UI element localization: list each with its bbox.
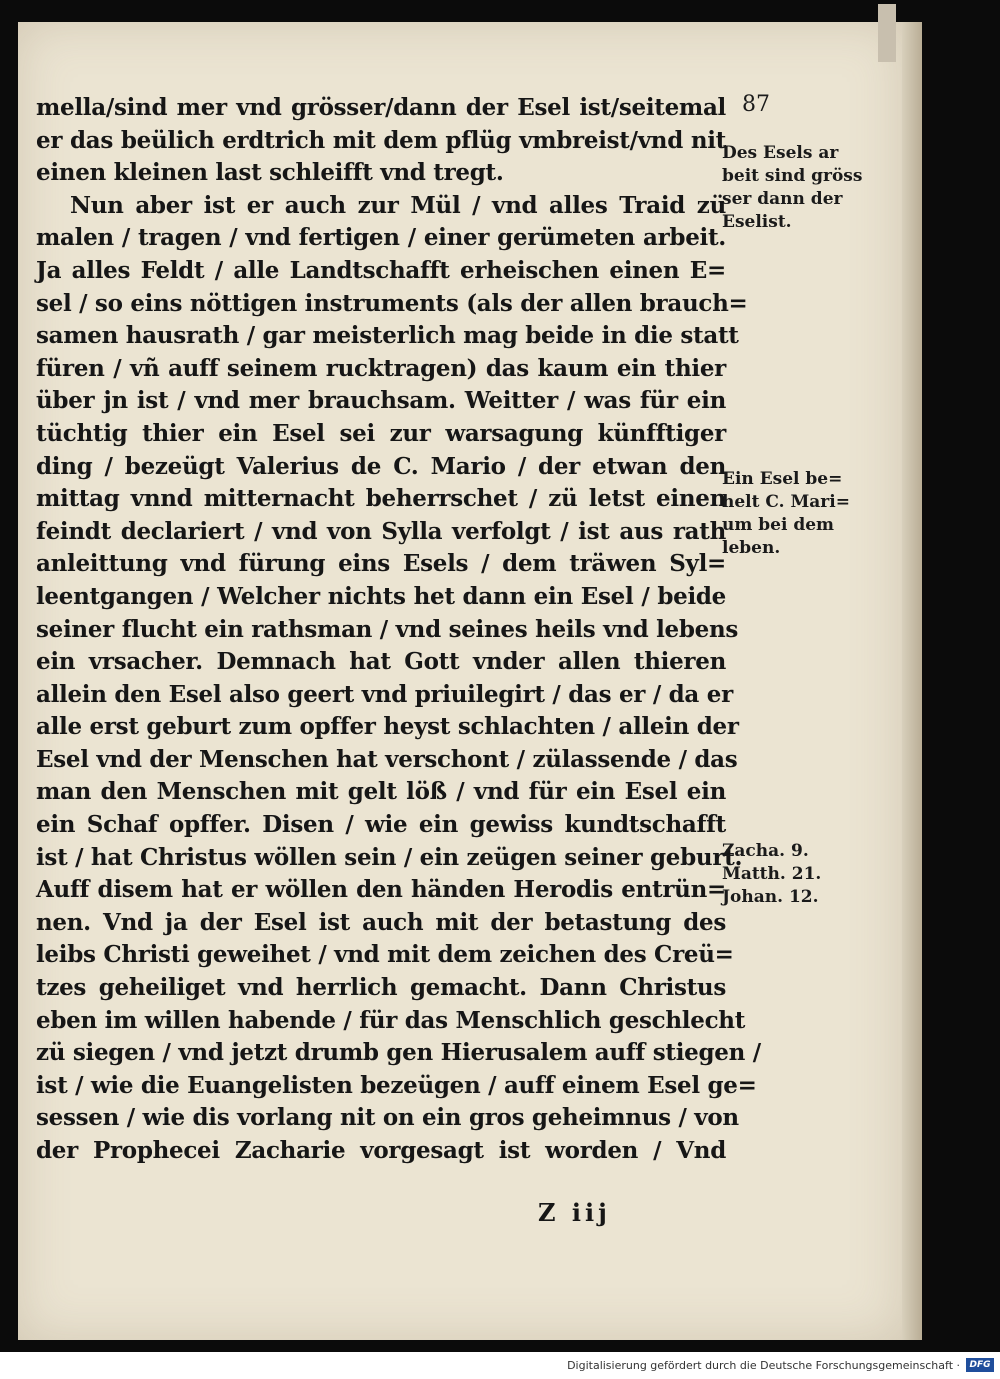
text-line: ein vrsacher. Demnach hat Gott vnder allen thieren — [36, 648, 726, 676]
marginal-note-1 — [722, 142, 872, 234]
marginal-line: beit sind gröss — [722, 166, 863, 186]
text-line: malen / tragen / vnd fertigen / einer gerümeten arbeit. — [36, 224, 726, 252]
signature-mark: Z iij — [538, 1198, 611, 1227]
text-line: ein Schaf opffer. Disen / wie ein gewiss kundtschafft — [36, 811, 726, 839]
footer-bar — [0, 1352, 1000, 1379]
marginal-line: um bei dem — [722, 515, 835, 535]
text-line: zü siegen / vnd jetzt drumb gen Hierusalem auff stiegen / — [36, 1039, 761, 1067]
page-corner — [878, 4, 896, 62]
marginal-line: Zacha. 9. — [722, 841, 809, 861]
marginal-line: Ein Esel be= — [722, 469, 843, 489]
marginal-line: Johan. 12. — [722, 887, 819, 907]
text-line: mella/sind mer vnd grösser/dann der Esel ist/seitemal — [36, 94, 726, 121]
text-line: tzes geheiliget vnd herrlich gemacht. Dann Christus — [36, 974, 726, 1002]
text-line: sel / so eins nöttigen instruments (als der allen brauch= — [36, 289, 748, 317]
text-line: feindt declariert / vnd von Sylla verfolgt / ist aus rath — [36, 517, 726, 545]
text-line: er das beülich erdtrich mit dem pflüg vmbreist/vnd nit — [36, 126, 726, 154]
text-line: Auff disem hat er wöllen den händen Herodis entrün= — [36, 876, 726, 904]
page-number: 87 — [742, 92, 770, 117]
text-line: füren / vñ auff seinem rucktragen) das kaum ein thier — [36, 354, 726, 382]
marginal-note-2 — [722, 468, 872, 560]
text-line: ding / bezeügt Valerius de C. Mario / der etwan den — [36, 452, 726, 480]
funding-credit: Digitalisierung gefördert durch die Deutsche Forschungsgemeinschaft · — [567, 1359, 960, 1372]
text-line: sessen / wie dis vorlang nit on ein gros geheimnus / von — [36, 1104, 739, 1132]
marginal-note-3 — [722, 840, 872, 909]
marginal-line: ser dann der — [722, 189, 843, 209]
text-line: allein den Esel also geert vnd priuilegirt / das er / da er — [36, 680, 733, 708]
text-line: ist / wie die Euangelisten bezeügen / auff einem Esel ge= — [36, 1071, 757, 1099]
text-line: eben im willen habende / für das Menschlich geschlecht — [36, 1006, 746, 1034]
text-line: leibs Christi geweihet / vnd mit dem zeichen des Creü= — [36, 941, 734, 969]
text-line: anleittung vnd fürung eins Esels / dem träwen Syl= — [36, 550, 726, 578]
text-line: Nun aber ist er auch zur Mül / vnd alles Traid zü — [70, 191, 726, 219]
text-line: seiner flucht ein rathsman / vnd seines heils vnd lebens — [36, 615, 739, 643]
text-line: leentgangen / Welcher nichts het dann ein Esel / beide — [36, 582, 726, 610]
dfg-logo-icon: DFG — [966, 1358, 994, 1372]
text-line: tüchtig thier ein Esel sei zur warsagung künfftiger — [36, 419, 726, 447]
text-line: ist / hat Christus wöllen sein / ein zeügen seiner geburt. — [36, 843, 743, 871]
text-line: Esel vnd der Menschen hat verschont / zülassende / das — [36, 745, 738, 773]
marginal-line: leben. — [722, 538, 781, 558]
marginal-line: Des Esels ar — [722, 143, 839, 163]
text-line: alle erst geburt zum opffer heyst schlachten / allein der — [36, 713, 739, 741]
text-line: nen. Vnd ja der Esel ist auch mit der betastung des — [36, 908, 726, 936]
text-line: samen hausrath / gar meisterlich mag beide in die statt — [36, 322, 739, 350]
text-line: der Prophecei Zacharie vorgesagt ist worden / Vnd — [36, 1137, 726, 1164]
marginal-line: helt C. Mari= — [722, 492, 850, 512]
marginal-line: Eselist. — [722, 212, 792, 232]
text-line: Ja alles Feldt / alle Landtschafft erheischen einen E= — [36, 256, 726, 284]
text-line: mittag vnnd mitternacht beherrschet / zü letst einen — [36, 485, 726, 513]
marginal-line: Matth. 21. — [722, 864, 822, 884]
text-line: über jn ist / vnd mer brauchsam. Weitter / was für ein — [36, 387, 726, 415]
page-edge — [902, 22, 922, 1340]
text-line: man den Menschen mit gelt löß / vnd für ein Esel ein — [36, 778, 726, 806]
text-line: einen kleinen last schleifft vnd tregt. — [36, 159, 504, 187]
